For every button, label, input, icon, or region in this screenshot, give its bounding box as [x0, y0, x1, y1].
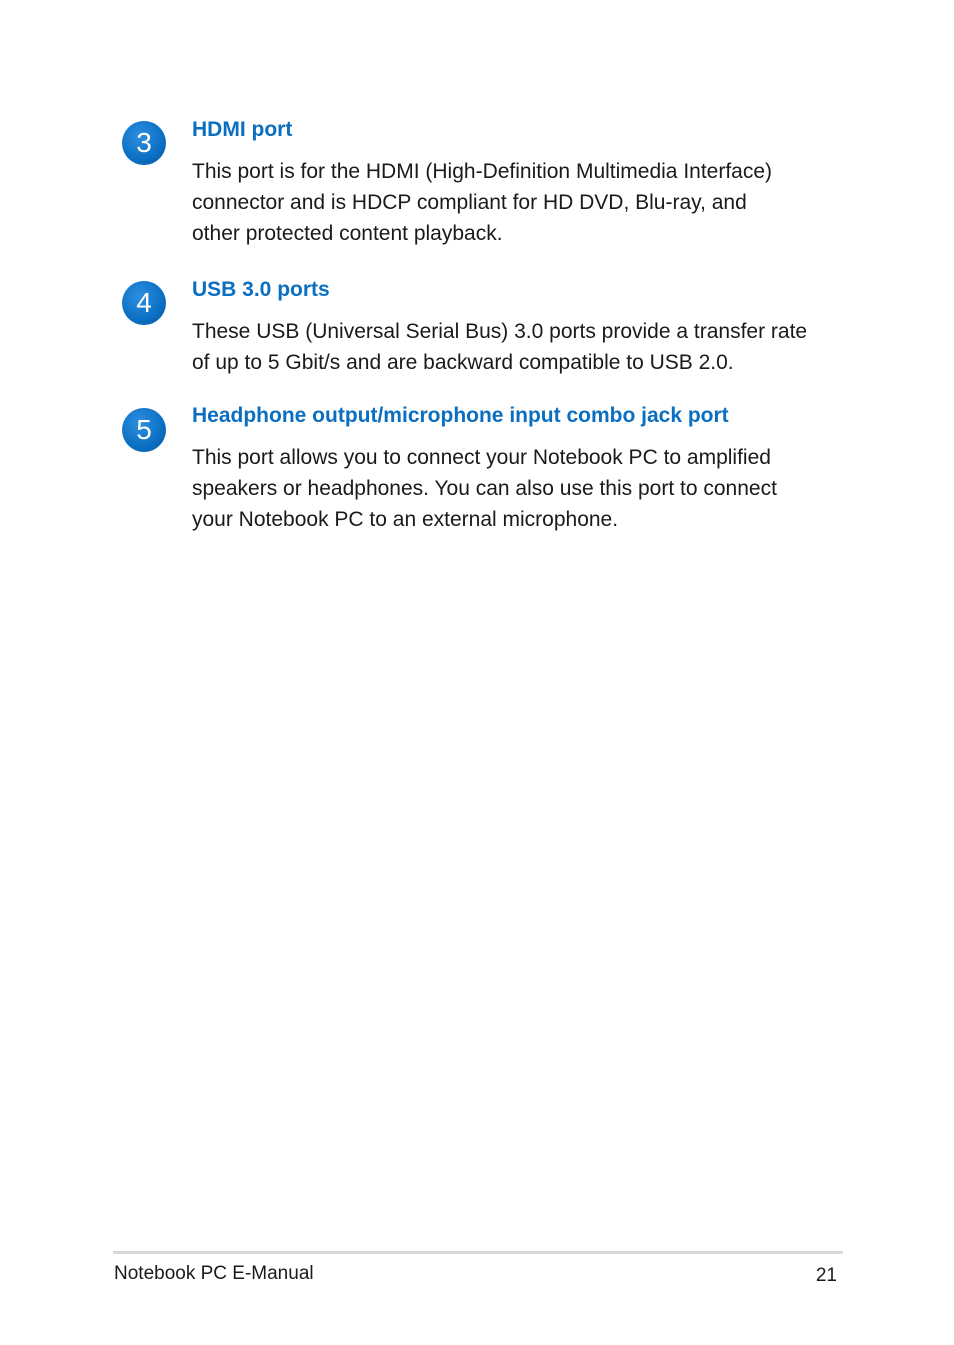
section-description — [192, 442, 852, 535]
section-heading: USB 3.0 ports — [192, 278, 330, 301]
section-description — [192, 156, 852, 249]
callout-number-badge: 3 — [122, 121, 166, 165]
description-line: This port is for the HDMI (High-Definition Multimedia Interface) — [192, 160, 773, 183]
description-line: speakers or headphones. You can also use this port to connect — [192, 477, 777, 500]
description-line: connector and is HDCP compliant for HD DVD, Blu-ray, and — [192, 191, 747, 214]
description-line: These USB (Universal Serial Bus) 3.0 ports provide a transfer rate — [192, 320, 808, 343]
callout-number-badge: 5 — [122, 408, 166, 452]
section-heading: Headphone output/microphone input combo jack port — [192, 404, 729, 427]
description-line: your Notebook PC to an external microphone. — [192, 508, 619, 531]
footer-page-number: 21 — [815, 1265, 837, 1286]
description-line: of up to 5 Gbit/s and are backward compatible to USB 2.0. — [192, 351, 734, 374]
section-description — [192, 316, 852, 378]
description-line: other protected content playback. — [192, 222, 503, 245]
description-line: This port allows you to connect your Notebook PC to amplified — [192, 446, 771, 469]
footer-manual-title: Notebook PC E-Manual — [114, 1263, 314, 1284]
footer-divider — [113, 1251, 843, 1254]
callout-number-badge: 4 — [122, 281, 166, 325]
section-heading: HDMI port — [192, 118, 293, 141]
